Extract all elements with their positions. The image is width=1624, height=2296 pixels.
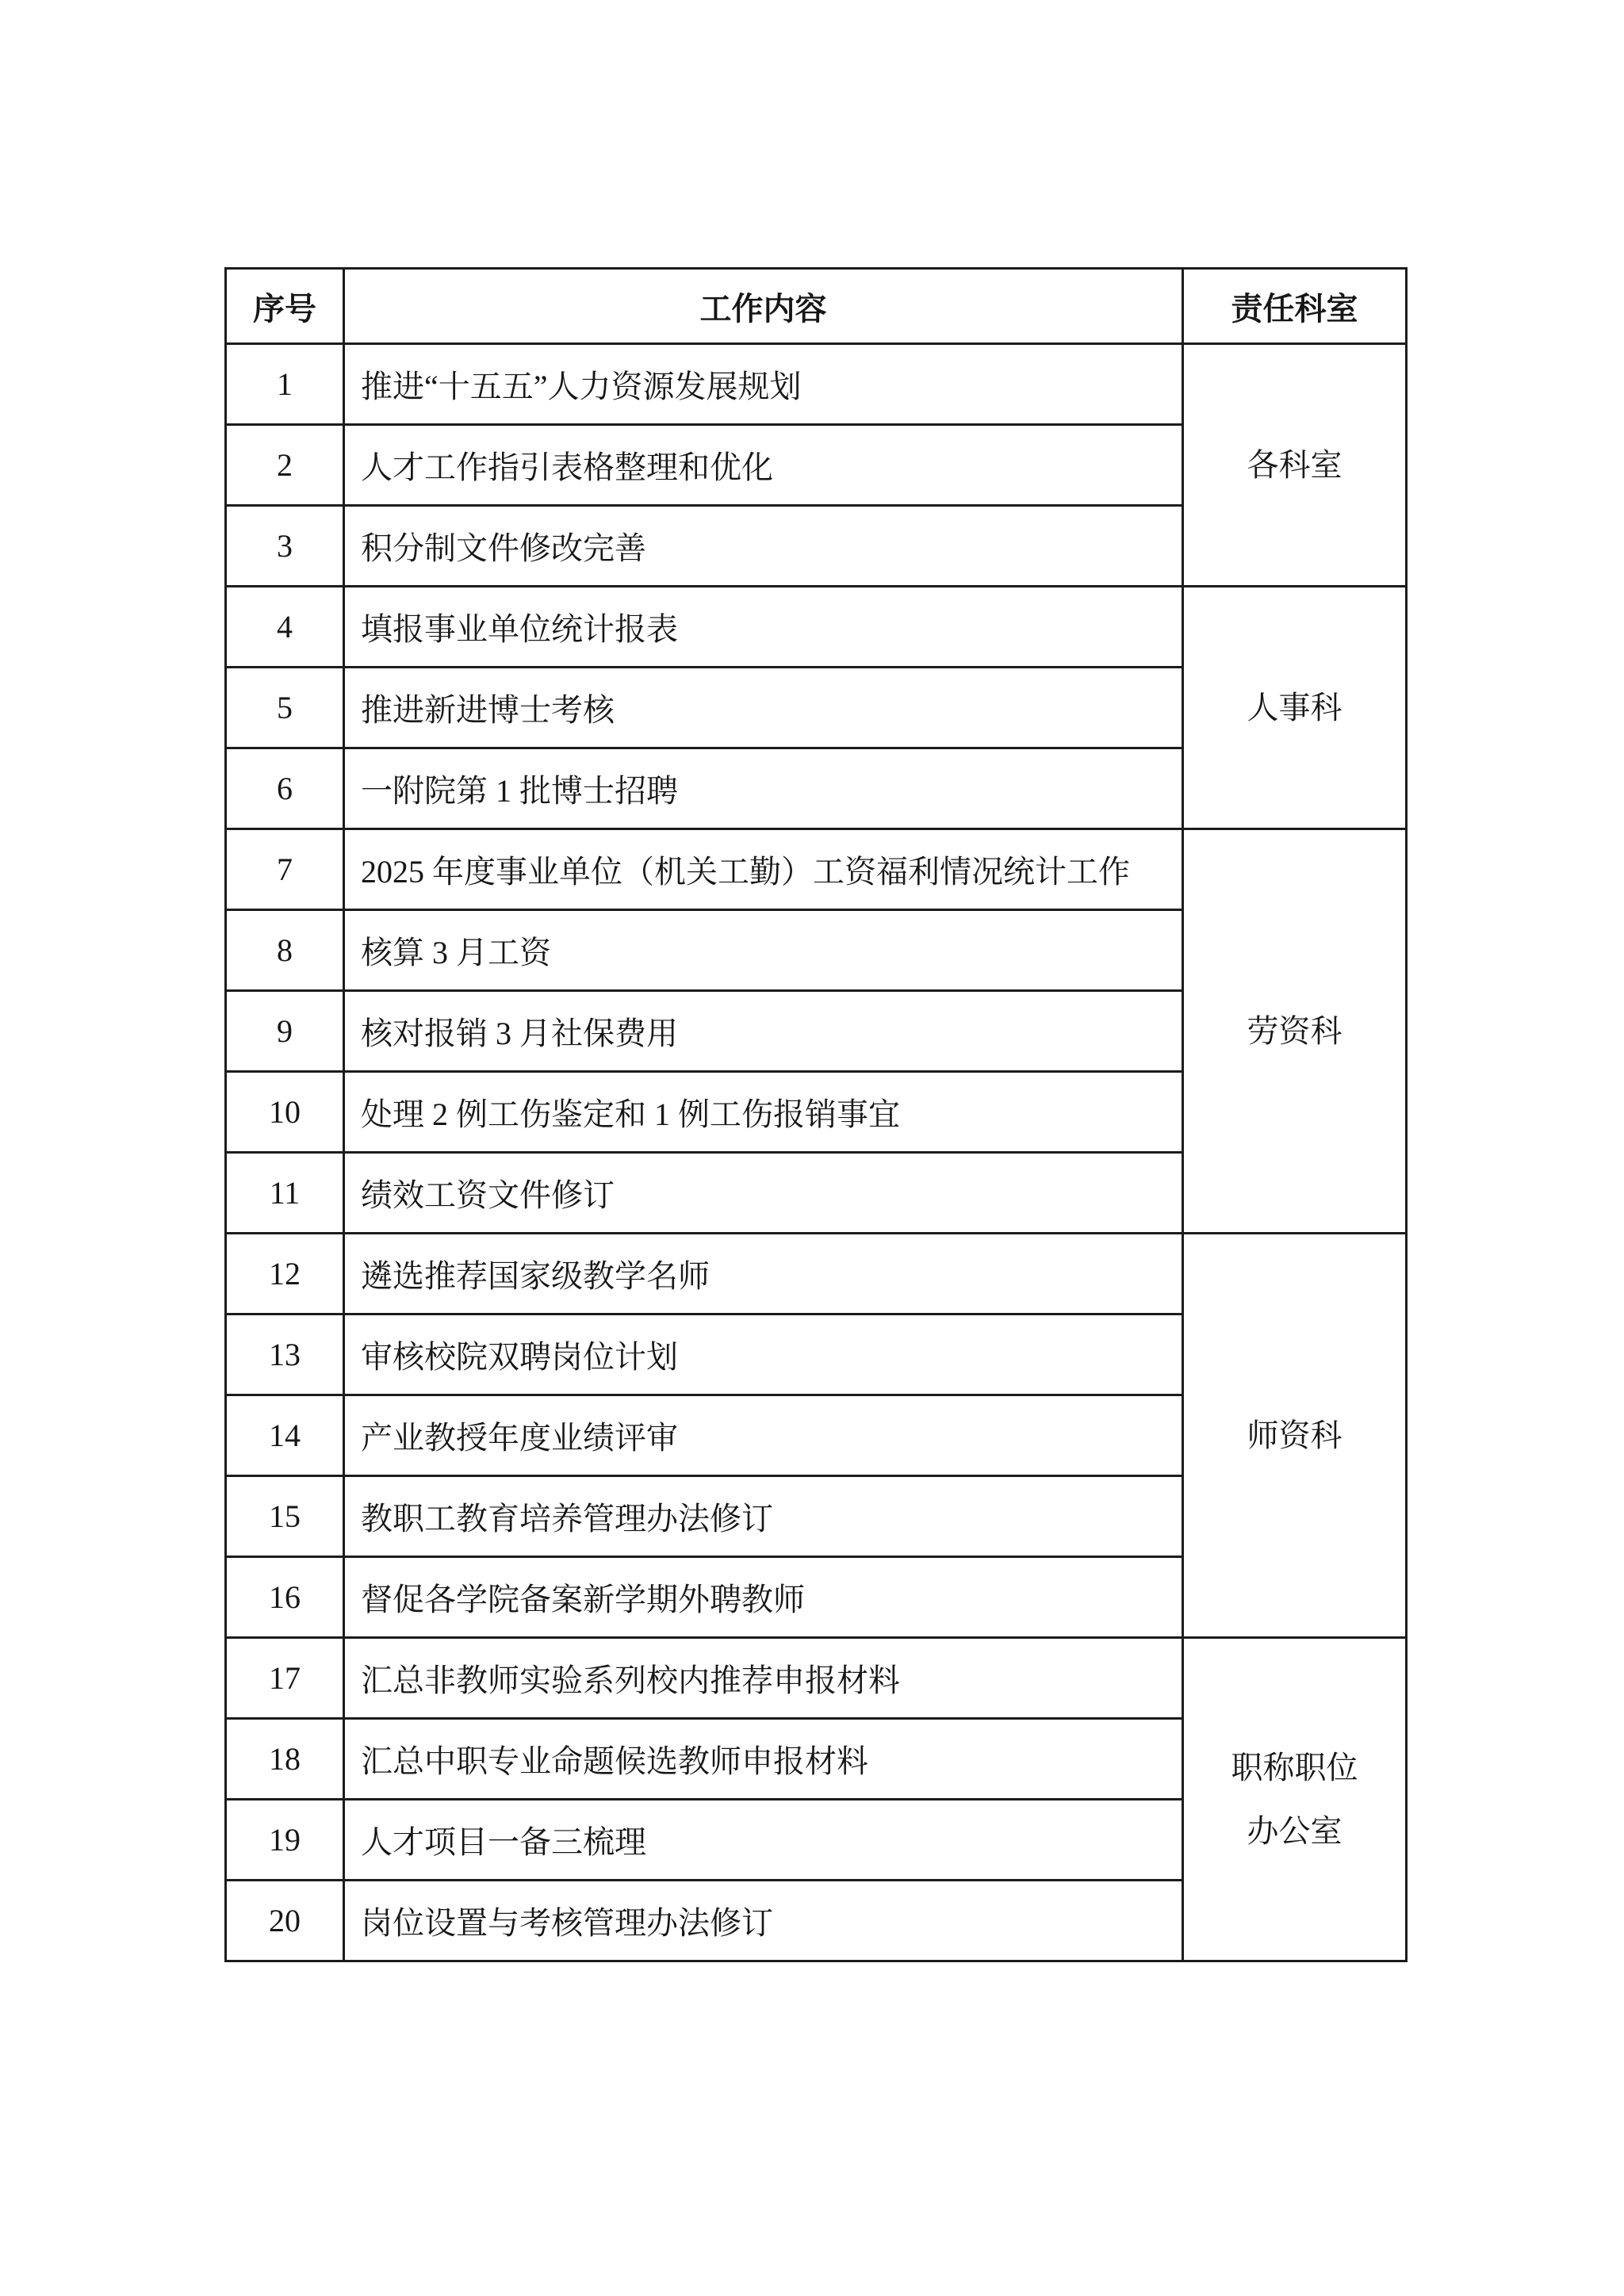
row-number-cell: 17: [226, 1638, 344, 1719]
work-content-cell: 产业教授年度业绩评审: [344, 1395, 1183, 1476]
row-number-cell: 11: [226, 1153, 344, 1234]
table-row: [226, 1234, 1407, 1314]
work-content-cell: 人才工作指引表格整理和优化: [344, 425, 1183, 506]
department-cell: [1183, 587, 1407, 829]
col-header-task: 工作内容: [344, 269, 1183, 344]
row-number-cell: 1: [226, 344, 344, 425]
table-row: [226, 1638, 1407, 1719]
row-number-cell: 8: [226, 910, 344, 991]
work-content-cell: 督促各学院备案新学期外聘教师: [344, 1557, 1183, 1638]
row-number-cell: 6: [226, 748, 344, 829]
row-number-cell: 9: [226, 991, 344, 1072]
work-content-cell: 2025 年度事业单位（机关工勤）工资福利情况统计工作: [344, 829, 1183, 910]
department-label: 师资科: [1247, 1417, 1342, 1453]
department-cell: [1183, 344, 1407, 587]
department-cell: [1183, 1638, 1407, 1961]
row-number-cell: 15: [226, 1476, 344, 1557]
row-number-cell: 3: [226, 506, 344, 587]
department-cell: [1183, 829, 1407, 1234]
row-number-cell: 19: [226, 1800, 344, 1881]
row-number-cell: 5: [226, 668, 344, 748]
department-label: 人事科: [1247, 689, 1342, 725]
row-number-cell: 16: [226, 1557, 344, 1638]
work-content-cell: 绩效工资文件修订: [344, 1153, 1183, 1234]
department-cell: [1183, 1234, 1407, 1638]
header-row: [226, 269, 1407, 344]
row-number-cell: 4: [226, 587, 344, 668]
row-number-cell: 10: [226, 1072, 344, 1153]
work-content-cell: 推进新进博士考核: [344, 668, 1183, 748]
table-row: [226, 587, 1407, 668]
work-content-cell: 一附院第 1 批博士招聘: [344, 748, 1183, 829]
work-content-cell: 遴选推荐国家级教学名师: [344, 1234, 1183, 1314]
department-label: 职称职位办公室: [1231, 1749, 1358, 1849]
work-content-cell: 汇总中职专业命题候选教师申报材料: [344, 1719, 1183, 1800]
col-header-no: 序号: [226, 269, 344, 344]
work-content-cell: 岗位设置与考核管理办法修订: [344, 1881, 1183, 1961]
row-number-cell: 2: [226, 425, 344, 506]
work-content-cell: 处理 2 例工伤鉴定和 1 例工伤报销事宜: [344, 1072, 1183, 1153]
department-label: 各科室: [1247, 446, 1342, 483]
work-content-cell: 核算 3 月工资: [344, 910, 1183, 991]
row-number-cell: 12: [226, 1234, 344, 1314]
table-row: [226, 829, 1407, 910]
row-number-cell: 20: [226, 1881, 344, 1961]
department-label: 劳资科: [1247, 1012, 1342, 1049]
work-content-cell: 积分制文件修改完善: [344, 506, 1183, 587]
work-content-cell: 推进“十五五”人力资源发展规划: [344, 344, 1183, 425]
work-content-cell: 核对报销 3 月社保费用: [344, 991, 1183, 1072]
table-row: [226, 344, 1407, 425]
work-content-cell: 审核校院双聘岗位计划: [344, 1314, 1183, 1395]
work-content-cell: 教职工教育培养管理办法修订: [344, 1476, 1183, 1557]
row-number-cell: 13: [226, 1314, 344, 1395]
row-number-cell: 7: [226, 829, 344, 910]
work-content-cell: 人才项目一备三梳理: [344, 1800, 1183, 1881]
work-content-cell: 汇总非教师实验系列校内推荐申报材料: [344, 1638, 1183, 1719]
work-content-cell: 填报事业单位统计报表: [344, 587, 1183, 668]
row-number-cell: 14: [226, 1395, 344, 1476]
col-header-dept: 责任科室: [1183, 269, 1407, 344]
work-table: [224, 267, 1408, 1962]
row-number-cell: 18: [226, 1719, 344, 1800]
